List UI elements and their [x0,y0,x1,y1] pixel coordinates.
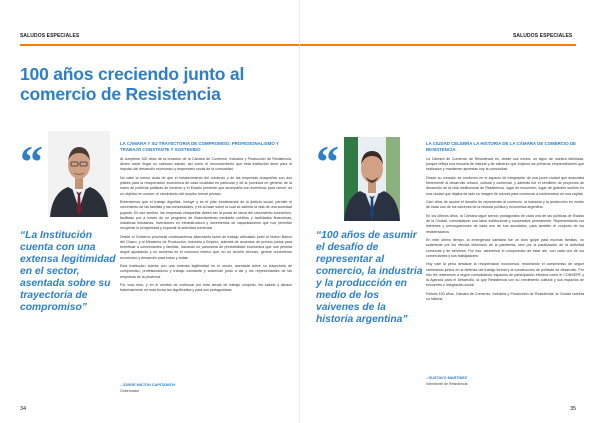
page-number: 34 [20,406,27,412]
opening-quote-icon: “ [316,136,339,187]
pull-quote: “100 años de asumir el desafío de representar al comercio, la industria y la producción en medio de los vaivenes de la historia argentina” [316,230,423,325]
paragraph: Desde su creación se conformó en el espacio de integración de una joven ciudad que avanzaba firmemente al desarrollo urbano, cultural y comercial, y además fue el semillero de proyectos de desarrollo de la vida institucional de Resistencia, lugar de encuentro, lugar de grandes sueños en una ciudad que dejaba de lado su imagen de colonia para comenzar a conformarse en una capital. [426,176,584,196]
opening-quote-icon: “ [20,136,43,187]
signature-title: Gobernador [120,389,140,393]
paragraph: Al cumplirse 100 años de la creación de la Cámara de Comercio, Industria y Producción de Resistencia, deseo hacer llegar un caluroso saludo, así como el reconocimiento que esta institución tiene para el impulso del desarrollo económico y empresario social de la comunidad. [120,157,292,172]
paragraph: En los últimos años, la Cámara sigue siendo protagonista de cada una de las políticas de Estado de la Ciudad, consolidando una labor institucional y cooperativa permanente. Representando los intereses y preocupaciones de cada uno de sus asociados, para también el conjunto de los resistencianos. [426,214,584,234]
paragraph: Cien años de asumir el desafío de representar al comercio, la industria y la producción en medio de cada uno de los vaivenes de la historia política y económica argentina. [426,200,584,210]
paragraph: Entendemos que el trabajo dignifica, incluye y es el pilar fundamental de la justicia social, permite el crecimiento de las familias y las comunidades, y es la base sobre la cual se asienta la vida de una sociedad pujante. En ese sentido, las empresas chaqueñas deben ser la punta de lanza del crecimiento económico, facilitado por a través de un programa de financiamiento mediante créditos y facilidades financieras, iniciativas tributarias, inversiones en infraestructura y incrementos de capacitaciones que nos permitan recuperar la prosperidad y expandir la actividad comercial. [120,200,292,231]
mayor-portrait [344,137,400,221]
article-subtitle: LA CIUDAD CELEBRA LA HISTORIA DE LA CÁMARA DE COMERCIO DE RESISTENCIA [426,141,576,152]
page-title: 100 años creciendo junto al comercio de Resistencia [20,64,245,104]
paragraph: Desde el Gobierno provincial continuaremos afianzando lazos de trabajo articulado junto al Nuevo Banco del Chaco, y al Ministerio de Producción, Industria y Empleo, además de acuerdos de precios justos para beneficiar a comerciantes y familias, trazando un panorama de previsibilidad económica que nos permita seguir apostando y un aumento en el consumo interno que, en un circuito virtuoso, genere crecimiento económico y desarrollo para todos y todas. [120,234,292,260]
paragraph: No cabe la menor duda de que el fortalecimiento del comercio y de las empresas chaqueñas son dos pilares para la recuperación económica de cada localidad en particular y de la provincia en general: de la mano de políticas públicas de fomento y el Estado presente que acompaña con incentivos para crecer, es un objetivo en común: el crecimiento del empleo formal privado. [120,176,292,196]
article-body [120,157,292,297]
orange-rule [20,44,300,46]
right-page [300,0,600,423]
paragraph: En este último tiempo, la emergencia sanitaria fue un duro golpe para muchas familias, no solamente por los efectos dolorosos de la pandemia, sino por la paralización de la actividad comercial y de servicios. Por eso, asumimos el compromiso de estar ahí, con cada uno de los comerciantes y sus trabajadores. [426,238,584,258]
orange-rule [300,44,576,46]
paragraph: Felices 100 años, Cámara de Comercio, Industria y Producción de Resistencia; la Ciudad celebra su historia. [426,291,584,302]
paragraph: Esta Institución cuenta con una extensa legitimidad en el sector, asentada sobre su trayectoria de compromiso, profesionalismo y trabajo constante y sostenido junto a las y los representantes de las empresas de la provincia. [120,264,292,279]
signature-title: Intendente de Resistencia [426,382,468,386]
article-subtitle: LA CÁMARA Y SU TRAYECTORIA DE COMPROMISO, PROFESIONALISMO Y TRABAJO CONSTANTE Y SOSTENIDO [120,141,279,152]
section-header: SALUDOS ESPECIALES [20,33,80,39]
pull-quote: “La Institución cuenta con una extensa legitimidad en el sector, asentada sobre su trayectoria de compromiso” [20,230,116,313]
signature-name: - GUSTAVO MARTÍNEZ [426,376,468,380]
paragraph: La Cámara de Comercio de Resistencia es, desde sus inicios, un signo de nuestra identidad, porque refleja una escuela de historia y de esfuerzo que forjaron los primeros emprendedores que realizaron y mantienen apuestas hoy la comunidad. [426,157,584,172]
article-body [426,157,584,306]
governor-portrait [48,131,110,217]
signature-name: - JORGE MILTON CAPITANICH [120,383,176,387]
page-number: 35 [570,406,577,412]
section-header: SALUDOS ESPECIALES [513,33,573,39]
paragraph: Por todo esto, y en el sentido de continuar por esta senda de trabajo conjunto, les saludo y abrazo fraternalmente en esta fecha tan significativa y para sus protagonistas. [120,283,292,293]
paragraph: Hoy vale la pena destacar la recuperación económica, redoblando el compromiso de seguir caminando juntos en la defensa del trabajo formal y la construcción de políticas de desarrollo. Por ello les reiteramos a seguir consolidando espacios de participación efectiva como el CONSEPE y la Agencia para el Desarrollo, la que Resistencia con su crecimiento cultural y sus espacios de encuentro e integración social. [426,262,584,288]
